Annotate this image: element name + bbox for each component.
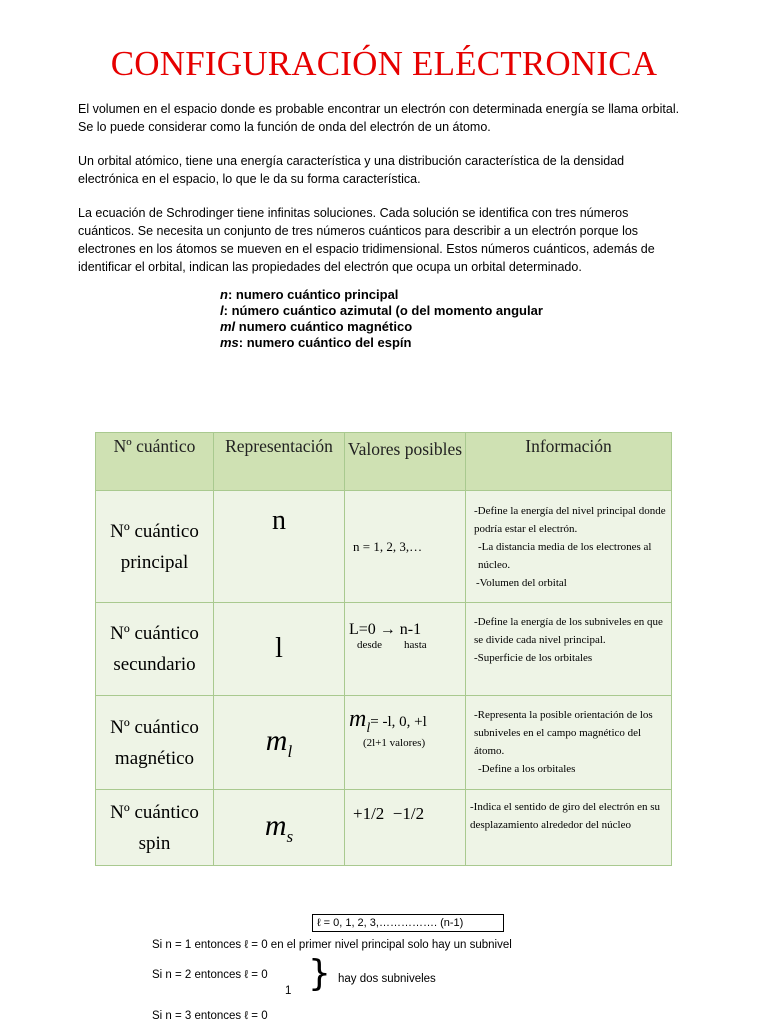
- row-symbol: $m_s$: [214, 790, 345, 866]
- row-symbol: $m_l$: [214, 696, 345, 790]
- row-info: -Define la energía del nivel principal donde podría estar el electrón. -La distancia media de los electrones al núcleo. -Volumen del orbital: [466, 491, 672, 603]
- row-info: -Define la energía de los subniveles en que se divide cada nivel principal. -Superficie de los orbitales: [466, 603, 672, 696]
- row-symbol: l: [214, 603, 345, 696]
- table-row: [96, 603, 672, 696]
- list-item: ml numero cuántico magnético: [220, 319, 413, 334]
- line-n2-value: 1: [285, 985, 292, 997]
- line-n3: Si n = 3 entonces ℓ = 0: [152, 1010, 268, 1022]
- row-values: L=0 → n-1 desde hasta: [345, 603, 466, 696]
- quantum-number-list: [220, 287, 550, 351]
- row-values: +1/2 −1/2: [345, 790, 466, 866]
- row-values: $m_l= -l$, 0, +l (2l+1 valores): [345, 696, 466, 790]
- header-informacion: Información: [466, 433, 672, 491]
- list-item: l: número cuántico azimutal (o del momento angular: [220, 303, 543, 318]
- table-row: [96, 491, 672, 603]
- row-name: Nº cuántico magnético: [96, 696, 214, 790]
- row-name: Nº cuántico secundario: [96, 603, 214, 696]
- list-item: n: numero cuántico principal: [220, 287, 399, 302]
- list-item: ms: numero cuántico del espín: [220, 335, 412, 350]
- row-symbol: n: [214, 491, 345, 603]
- line-n2: Si n = 2 entonces ℓ = 0: [152, 969, 268, 981]
- table-row: [96, 696, 672, 790]
- row-values: n = 1, 2, 3,…: [345, 491, 466, 603]
- row-info: -Indica el sentido de giro del electrón en su desplazamiento alrededor del núcleo: [466, 790, 672, 866]
- line-n2-note: hay dos subniveles: [338, 973, 436, 985]
- table-header-row: [96, 433, 672, 491]
- page-title: CONFIGURACIÓN ELÉCTRONICA: [110, 44, 658, 83]
- row-name: Nº cuántico principal: [96, 491, 214, 603]
- line-n1: Si n = 1 entonces ℓ = 0 en el primer nivel principal solo hay un subnivel: [152, 939, 512, 951]
- brace-icon: }: [308, 953, 331, 994]
- paragraph-orbital-atomico: Un orbital atómico, tiene una energía característica y una distribución característica de la densidad electrónica en el espacio, lo que le da su forma característica.: [78, 154, 625, 186]
- header-valores: Valores posibles: [345, 433, 466, 491]
- quantum-numbers-table: [95, 432, 672, 866]
- header-numero: Nº cuántico: [96, 433, 214, 491]
- row-info: -Representa la posible orientación de los subniveles en el campo magnético del átomo. -Define a los orbitales: [466, 696, 672, 790]
- paragraph-schrodinger: La ecuación de Schrodinger tiene infinitas soluciones. Cada solución se identifica con tres números cuánticos. Se necesita un conjunto de tres números cuánticos para describir a un electrón porque los electrones en los átomos se mueven en el espacio tridimensional. Estos números cuánticos, además de identificar el orbital, indican las propiedades del electrón que ocupa un orbital determinado.: [78, 206, 655, 274]
- l-range-box: ℓ = 0, 1, 2, 3,……………. (n-1): [312, 914, 504, 932]
- table-row: [96, 790, 672, 866]
- paragraph-orbital: El volumen en el espacio donde es probable encontrar un electrón con determinada energía se llama orbital. Se lo puede considerar como la función de onda del electrón de un átomo.: [78, 102, 680, 134]
- row-name: Nº cuántico spin: [96, 790, 214, 866]
- header-representacion: Representación: [214, 433, 345, 491]
